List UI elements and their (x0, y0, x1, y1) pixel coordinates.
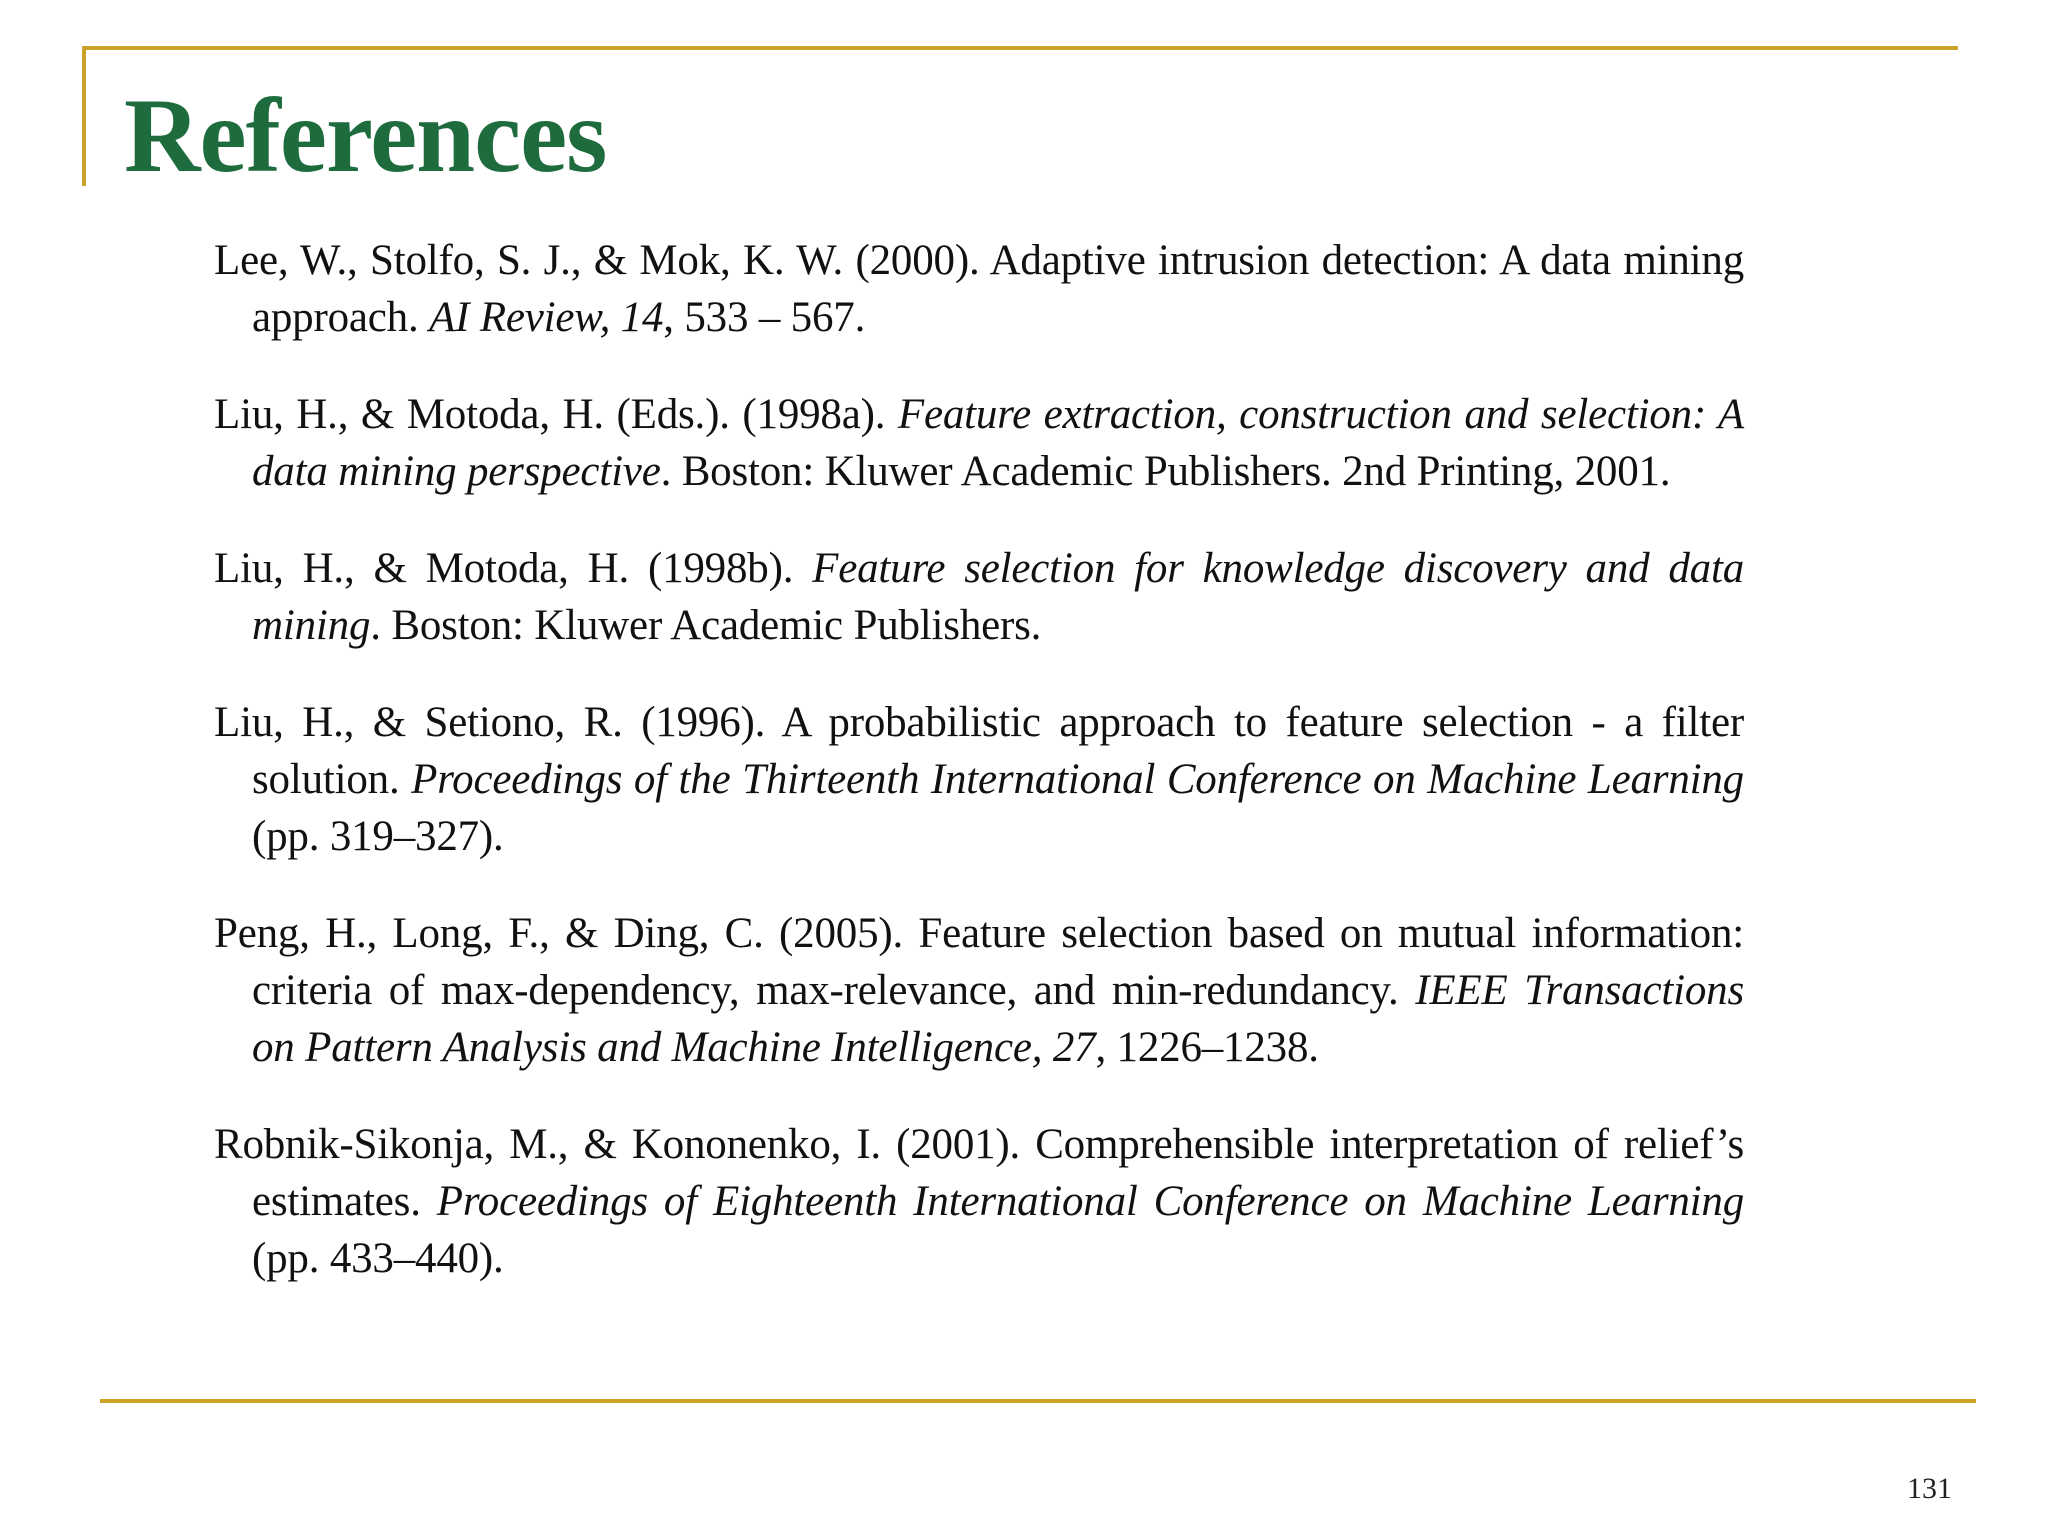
reference-item (214, 694, 1744, 865)
reference-venue: Feature extraction, construction and selection: A data mining perspective (252, 391, 1744, 495)
reference-authors: Liu, H., & Setiono, R. (1996). (214, 699, 782, 746)
reference-venue: Feature selection for knowledge discovery and data mining (252, 545, 1744, 649)
reference-item (214, 232, 1744, 346)
reference-details: (pp. 319–327). (252, 813, 504, 860)
reference-item (214, 386, 1744, 500)
reference-authors: Lee, W., Stolfo, S. J., & Mok, K. W. (2000). (214, 237, 980, 284)
bottom-rule (100, 1399, 1976, 1403)
top-rule (82, 46, 1958, 50)
page-number: 131 (1907, 1472, 1952, 1505)
reference-title: Comprehensible interpretation of relief’s estimates. (252, 1121, 1744, 1225)
reference-list (214, 232, 1744, 1327)
reference-item (214, 1116, 1744, 1287)
reference-venue: Proceedings of the Thirteenth International Conference on Machine Learning (411, 756, 1744, 803)
reference-title: A probabilistic approach to feature selection - a filter solution. (252, 699, 1744, 803)
reference-authors: Robnik-Sikonja, M., & Kononenko, I. (2001). (214, 1121, 1036, 1168)
reference-details: (pp. 433–440). (252, 1235, 504, 1282)
left-rule (82, 46, 86, 186)
reference-item (214, 540, 1744, 654)
reference-details: , 1226–1238. (1095, 1024, 1319, 1071)
reference-venue: IEEE Transactions on Pattern Analysis and Machine Intelligence, 27 (252, 967, 1744, 1071)
reference-venue: AI Review, 14 (429, 294, 664, 341)
reference-details: . Boston: Kluwer Academic Publishers. (370, 602, 1042, 649)
reference-details: . Boston: Kluwer Academic Publishers. 2nd Printing, 2001. (660, 448, 1671, 495)
reference-authors: Liu, H., & Motoda, H. (Eds.). (1998a). (214, 391, 898, 438)
reference-details: , 533 – 567. (663, 294, 866, 341)
reference-title: Adaptive intrusion detection: A data mining approach. (252, 237, 1744, 341)
reference-item (214, 905, 1744, 1076)
reference-authors: Peng, H., Long, F., & Ding, C. (2005). (214, 910, 919, 957)
reference-venue: Proceedings of Eighteenth International Conference on Machine Learning (436, 1178, 1745, 1225)
slide-title: References (124, 77, 607, 194)
reference-authors: Liu, H., & Motoda, H. (1998b). (214, 545, 813, 592)
reference-title: Feature selection based on mutual information: criteria of max-dependency, max-relevance, and min-redundancy. (252, 910, 1745, 1014)
